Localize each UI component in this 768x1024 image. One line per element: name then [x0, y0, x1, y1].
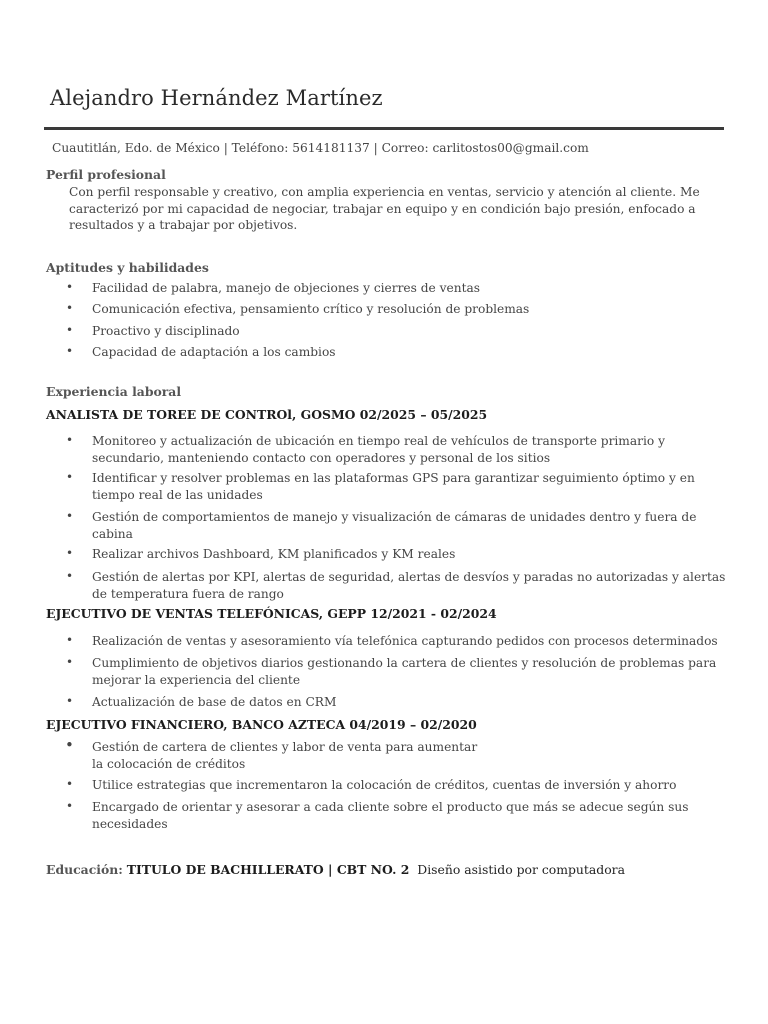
- job-item: [92, 799, 688, 832]
- job-item-line: Gestión de alertas por KPI, alertas de seguridad, alertas de desvíos y paradas no autorizadas y alertas: [92, 570, 726, 584]
- job-item-line: de temperatura fuera de rango: [92, 586, 284, 601]
- skill-item: Proactivo y disciplinado: [92, 324, 240, 338]
- bullet-icon: •: [65, 736, 74, 754]
- job-item-line: Gestión de comportamientos de manejo y visualización de cámaras de unidades dentro y fuera de: [92, 510, 697, 524]
- job-item: [92, 739, 477, 772]
- job-item-line: Identificar y resolver problemas en las plataformas GPS para garantizar seguimiento óptimo y en: [92, 471, 695, 485]
- job-item: [92, 470, 695, 503]
- bullet-icon: •: [66, 694, 74, 708]
- header-divider: [44, 127, 724, 130]
- job-item-line: Realización de ventas y asesoramiento vía telefónica capturando pedidos con procesos determinados: [92, 634, 718, 648]
- bullet-icon: •: [66, 546, 74, 560]
- education-label: Educación:: [46, 862, 123, 877]
- job-title: EJECUTIVO FINANCIERO, BANCO AZTECA 04/2019 – 02/2020: [46, 717, 477, 732]
- job-item: [92, 509, 696, 542]
- job-item-line: Cumplimiento de objetivos diarios gestionando la cartera de clientes y resolución de problemas para: [92, 656, 717, 670]
- profile-line: caracterizó por mi capacidad de negociar, trabajar en equipo y en condición bajo presión, enfocado a: [69, 201, 696, 216]
- profile-text: [69, 184, 700, 234]
- bullet-icon: •: [66, 344, 74, 358]
- education-detail: Diseño asistido por computadora: [417, 862, 625, 877]
- job-title: ANALISTA DE TOREE DE CONTROl, GOSMO 02/2025 – 05/2025: [46, 407, 488, 422]
- bullet-icon: •: [66, 569, 74, 583]
- skill-item: Facilidad de palabra, manejo de objeciones y cierres de ventas: [92, 281, 481, 295]
- job-item: [92, 569, 725, 602]
- education-line: [46, 862, 625, 877]
- job-item-line: Gestión de cartera de clientes y labor de venta para aumentar: [92, 740, 478, 754]
- job-item-line: Monitoreo y actualización de ubicación en tiempo real de vehículos de transporte primario y: [92, 434, 665, 448]
- job-item-line: la colocación de créditos: [92, 756, 246, 771]
- job-item-line: mejorar la experiencia del cliente: [92, 672, 301, 687]
- skill-item: Capacidad de adaptación a los cambios: [92, 345, 336, 359]
- bullet-icon: •: [66, 323, 74, 337]
- profile-line: Con perfil responsable y creativo, con amplia experiencia en ventas, servicio y atención al cliente. Me: [69, 185, 700, 199]
- job-item: [92, 433, 665, 466]
- bullet-icon: •: [66, 433, 74, 447]
- bullet-icon: •: [66, 280, 74, 294]
- bullet-icon: •: [66, 470, 74, 484]
- job-item: [92, 694, 336, 711]
- experience-heading: Experiencia laboral: [46, 384, 182, 399]
- bullet-icon: •: [66, 655, 74, 669]
- skill-item: Comunicación efectiva, pensamiento crítico y resolución de problemas: [92, 302, 530, 316]
- profile-heading: Perfil profesional: [46, 167, 166, 182]
- bullet-icon: •: [66, 509, 74, 523]
- job-item-line: Encargado de orientar y asesorar a cada cliente sobre el producto que más se adecue según sus: [92, 800, 689, 814]
- bullet-icon: •: [66, 301, 74, 315]
- contact-line: Cuautitlán, Edo. de México | Teléfono: 5614181137 | Correo: carlitostos00@gmail.com: [52, 141, 589, 155]
- job-item-line: necesidades: [92, 816, 168, 831]
- candidate-name: Alejandro Hernández Martínez: [50, 86, 383, 110]
- job-item-line: cabina: [92, 526, 133, 541]
- job-item-line: Realizar archivos Dashboard, KM planificados y KM reales: [92, 547, 456, 561]
- job-item-line: Utilice estrategias que incrementaron la colocación de créditos, cuentas de inversión y ahorro: [92, 778, 677, 792]
- job-title: EJECUTIVO DE VENTAS TELEFÓNICAS, GEPP 12/2021 - 02/2024: [46, 606, 497, 621]
- job-item: [92, 777, 676, 794]
- job-item-line: tiempo real de las unidades: [92, 487, 263, 502]
- job-item-line: secundario, manteniendo contacto con operadores y personal de los sitios: [92, 450, 551, 465]
- profile-line: resultados y a trabajar por objetivos.: [69, 218, 298, 233]
- job-item-line: Actualización de base de datos en CRM: [92, 695, 337, 709]
- bullet-icon: •: [66, 777, 74, 791]
- job-item: [92, 633, 718, 650]
- bullet-icon: •: [66, 633, 74, 647]
- skills-heading: Aptitudes y habilidades: [46, 260, 209, 275]
- bullet-icon: •: [66, 799, 74, 813]
- job-item: [92, 546, 455, 563]
- education-degree: TITULO DE BACHILLERATO | CBT NO. 2: [126, 862, 410, 877]
- job-item: [92, 655, 716, 688]
